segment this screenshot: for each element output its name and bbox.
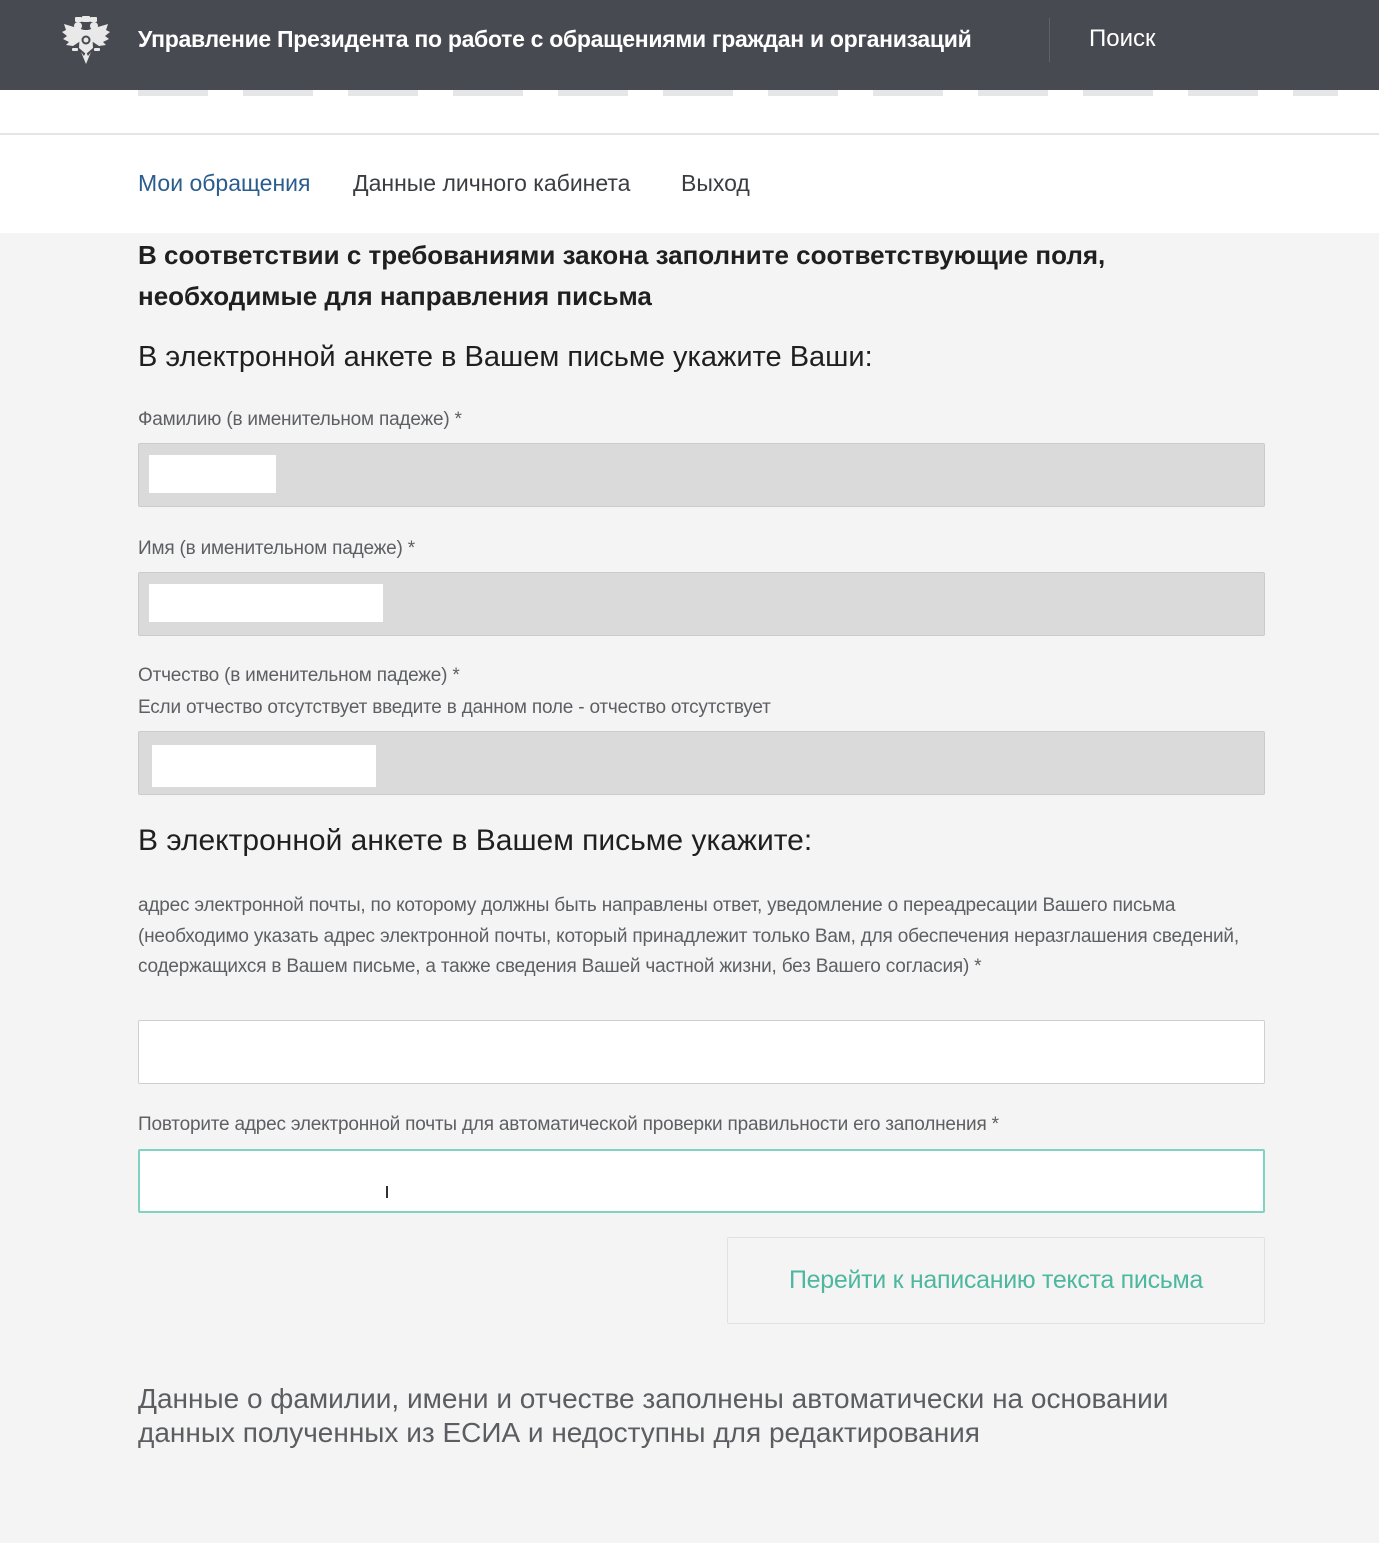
patronymic-hint: Если отчество отсутствует введите в данном поле - отчество отсутствует <box>138 697 771 718</box>
emblem-icon[interactable] <box>60 16 112 66</box>
tab-logout[interactable]: Выход <box>681 170 750 196</box>
go-to-letter-button[interactable]: Перейти к написанию текста письма <box>727 1237 1265 1324</box>
contact-section-title: В электронной анкете в Вашем письме укажите: <box>138 824 813 857</box>
patronymic-label: Отчество (в именительном падеже) * <box>138 665 460 686</box>
email-repeat-label: Повторите адрес электронной почты для автоматической проверки правильности его заполнения * <box>138 1114 999 1135</box>
tab-my-appeals[interactable]: Мои обращения <box>138 170 311 196</box>
surname-label: Фамилию (в именительном падеже) * <box>138 409 462 430</box>
search-link[interactable]: Поиск <box>1089 25 1156 52</box>
esia-note: Данные о фамилии, имени и отчестве заполнены автоматически на основании данных полученных из ЕСИА и недоступны для редактирования <box>138 1383 1169 1448</box>
surname-field[interactable] <box>138 443 1265 507</box>
clipped-nav-text <box>138 90 1338 96</box>
collapsed-nav-strip <box>0 90 1379 133</box>
text-caret <box>386 1186 388 1198</box>
redacted-patronymic <box>152 745 376 787</box>
email-repeat-field[interactable] <box>138 1149 1265 1213</box>
top-header <box>0 0 1379 90</box>
redacted-name <box>149 584 383 622</box>
tab-account-data[interactable]: Данные личного кабинета <box>353 170 631 196</box>
cabinet-tabs <box>0 135 1379 233</box>
form-heading: В соответствии с требованиями закона заполните соответствующие поля, необходимые для направления письма <box>138 240 1106 311</box>
redacted-surname <box>149 455 276 493</box>
header-divider <box>1049 18 1050 62</box>
email-field[interactable] <box>138 1020 1265 1084</box>
personal-section-title: В электронной анкете в Вашем письме укажите Ваши: <box>138 341 873 373</box>
site-title[interactable]: Управление Президента по работе с обращениями граждан и организаций <box>138 26 972 52</box>
email-label: адрес электронной почты, по которому должны быть направлены ответ, уведомление о переадресации Вашего письма (необходимо указать адрес электронной почты, который принадлежит только Вам, для обеспечения неразглашения сведений, содержащихся в Вашем письме, а также сведения Вашей частной жизни, без Вашего согласия) * <box>138 895 1239 977</box>
name-label: Имя (в именительном падеже) * <box>138 538 415 559</box>
